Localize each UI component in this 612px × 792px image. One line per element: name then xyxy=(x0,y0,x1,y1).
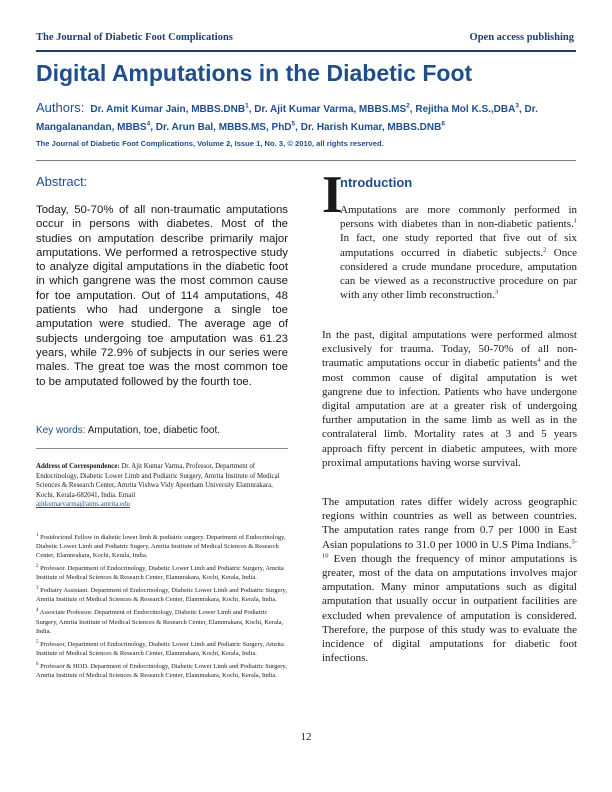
keywords xyxy=(36,425,288,436)
author: Rejitha Mol K.S.,DBA$^3$, xyxy=(415,103,525,116)
author: Dr. Ajit Kumar Varma, $MBBS.MS^2$, xyxy=(254,103,416,116)
email-link[interactable]: ajitkumarvarma@aims.amrita.edu xyxy=(36,501,130,509)
running-header xyxy=(36,32,574,48)
keywords-label: Key words: xyxy=(36,425,86,436)
keywords-value: Amputation, toe, diabetic foot. xyxy=(87,425,221,436)
correspondence-label: Address of Correspondence: xyxy=(36,463,120,470)
affiliation-item: $^6$ Professor & HOD. Department of Endocrinology, Diabetic Lower Limb and Podiatric Surgery, Amrita Institute of Medical Sciences & Research Center, Elamnrakara, Kochi, Kerala, India. xyxy=(36,661,287,679)
affiliation-item: $^5$ Professor, Department of Endocrinology, Diabetic Lower Limb and Podiatric Surgery, Amrita Institute of Medical Sciences & Research Center, Elamnrakara, Kochi, Kerala, India. xyxy=(36,639,284,657)
open-access-label: Open access publishing xyxy=(469,32,574,43)
meta-divider xyxy=(36,160,576,161)
affiliation-item: $^1$ Postdoctoral Fellow in diabetic lower limb & podiatric surgery. Department of Endocrinology, Diabetic Lower Limb and Podiatric Sugery, Amrita Institute of Medical Sciences & Research Center, Elamnrakara, Kochi, Kerala, India. xyxy=(36,533,286,560)
correspondence-text: Dr. Ajit Kumar Varma, Professor, Department of Endocrinology, Diabetic Lower Limb and Podiatric Surgery, Amrita Institute of Medical Sciences & Research Center, Amrita Vishwa Vidy Apeetham University Elamnrakara, Kochi, Kerala-682041, India. Email xyxy=(36,463,280,499)
author: Dr. Amit Kumar Jain, MBBS.DNB$^1$, xyxy=(90,103,255,116)
intro-dropcap: I xyxy=(322,166,343,224)
author: Dr. Harish Kumar, MBBS.DNB$^6$ xyxy=(300,120,445,133)
article-title: Digital Amputations in the Diabetic Foot xyxy=(36,60,473,86)
abstract-text: Today, 50-70% of all non-traumatic amputations occur in persons with diabetes. Most of the studies on amputation describe primarily major amputations. We performed a retrospective study to analyze digital amputations in the diabetic foot in which gangrene was the most common cause for toe amputation. Out of 114 amputations, 48 patients who had undergone a single toe amputation were studied. The average age of subjects undergoing toe amputation was 61.23 years, while 72.9% of subjects in our series were males. The great toe was the most common toe to be amputated followed by the fourth toe. xyxy=(36,204,288,388)
affiliation-item: $^4$ Associate Professor. Department of Endocrinology, Diabetic Lower Limb and Podiatric Surgery, Amrita Institute of Medical Sciences & Research Center, Elamnrakara, Kochi, Kerala, India. xyxy=(36,608,284,635)
affiliation-item: $^3$ Podiatry Assistant. Department of Endocrinology, Diabetic Lower Limb and Podiatric Surgery, Amrita Institute of Medical Sciences & Research Center, Elamnrakara, Kochi, Kerala, India. xyxy=(36,586,288,604)
affiliation-list xyxy=(36,531,288,682)
correspondence-address xyxy=(36,462,288,510)
journal-name: The Journal of Diabetic Foot Complications xyxy=(36,32,233,43)
author-list xyxy=(36,100,576,135)
author: Dr. Arun Bal, MBBS.MS, PhD$^5$, xyxy=(155,120,301,133)
header-divider xyxy=(36,50,576,52)
citation-line: The Journal of Diabetic Foot Complications, Volume 2, Issue 1, No. 3, © 2010, all rights reserved. xyxy=(36,139,384,148)
left-column-divider xyxy=(36,448,288,449)
intro-paragraph-3: The amputation rates differ widely across geographic regions within countries as well as between countries. The amputation rates range from 0.7 per 1000 in East Asian populations to 31.0 per 1000 in U.S Pima Indians.$^{5-10}$ Even though the frequency of minor amputations is greater, most of the data on amputations involves major amputation. Many minor amputations such as digital amputation that usually occur in outpatient facilities are excluded when prevalence of amputation is considered. Therefore, the purpose of this study was to evaluate the incidence of digital amputations for diabetic foot infections. xyxy=(322,496,577,665)
author: Dr. Mangalanandan, MBBS$^4$, xyxy=(36,104,538,133)
intro-paragraph-1: Amputations are more commonly performed in persons with diabetes than in non-diabetic patients.$^1$ In fact, one study reported that five out of six amputations occurred in diabetic subjects.$^2$ Once considered a crude mundane procedure, amputation can be viewed as a reconstructive procedure on par with any other limb reconstruction.$^3$ xyxy=(340,204,577,302)
affiliation-item: $^2$ Professor. Department of Endocrinology, Diabetic Lower Limb and Podiatric Surgery, Amrita Institute of Medical Sciences & Research Center, Elamnrakara, Kochi, Kerala, India. xyxy=(36,564,284,582)
authors-label: Authors: xyxy=(36,100,85,116)
introduction-heading: ntroduction xyxy=(340,175,413,190)
intro-paragraph-2: In the past, digital amputations were performed almost exclusively for trauma. Today, 50-70% of all non-traumatic amputations occur in diabetic patients$^4$ and the most common cause of digital amputation is wet gangrene due to infection. Patients who have undergone digital amputation are at a greater risk of undergoing further amputation in the same limb as well as in the contralateral limb. Mortality rates at 3 and 5 years approach fifty percent in diabetic amputees, with more proximal amputations having worse survival. xyxy=(322,329,577,469)
page-number: 12 xyxy=(300,731,312,743)
abstract-heading: Abstract: xyxy=(36,174,88,189)
